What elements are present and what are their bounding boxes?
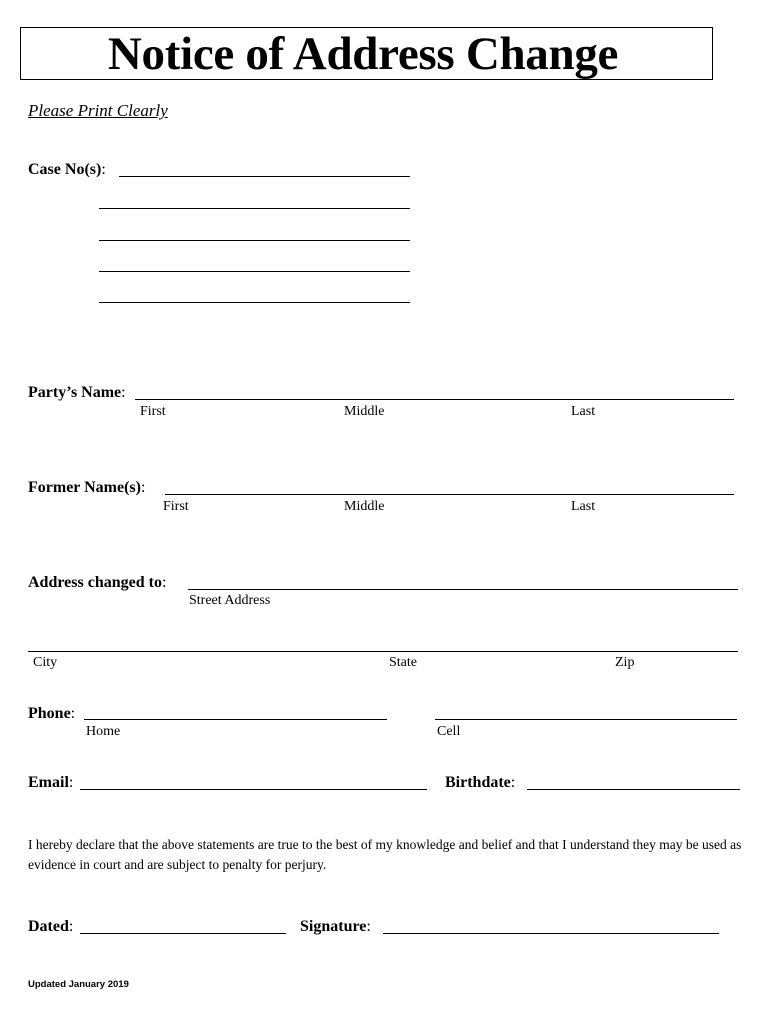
home-phone-field[interactable]	[84, 719, 387, 720]
former-middle-caption: Middle	[344, 499, 385, 514]
dated-field[interactable]	[80, 933, 286, 934]
street-address-field[interactable]	[188, 589, 738, 590]
print-instruction: Please Print Clearly	[28, 101, 168, 120]
phone-label: Phone:	[28, 705, 76, 722]
footer-updated-date: Updated January 2019	[28, 979, 129, 990]
party-first-caption: First	[140, 404, 166, 419]
party-name-field[interactable]	[135, 399, 734, 400]
street-address-caption: Street Address	[189, 593, 271, 608]
birthdate-label: Birthdate:	[445, 774, 516, 791]
party-middle-caption: Middle	[344, 404, 385, 419]
city-state-zip-field[interactable]	[28, 651, 738, 652]
declaration-text: I hereby declare that the above statements are true to the best of my knowledge and belief and that I understand they may be used as evidence in court and are subject to penalty for perjury.	[28, 837, 742, 872]
case-number-field-1[interactable]	[119, 176, 410, 177]
city-caption: City	[33, 655, 58, 670]
former-name-field[interactable]	[165, 494, 734, 495]
case-number-field-5[interactable]	[99, 302, 410, 303]
email-field[interactable]	[80, 789, 427, 790]
cell-phone-caption: Cell	[437, 724, 461, 739]
zip-caption: Zip	[615, 655, 635, 670]
birthdate-field[interactable]	[527, 789, 740, 790]
state-caption: State	[389, 655, 417, 670]
cell-phone-field[interactable]	[435, 719, 737, 720]
dated-label: Dated:	[28, 918, 74, 935]
home-phone-caption: Home	[86, 724, 121, 739]
case-number-field-3[interactable]	[99, 240, 410, 241]
former-name-label: Former Name(s):	[28, 479, 146, 496]
signature-label: Signature:	[300, 918, 371, 935]
former-first-caption: First	[163, 499, 189, 514]
case-number-field-4[interactable]	[99, 271, 410, 272]
party-last-caption: Last	[571, 404, 596, 419]
party-name-label: Party’s Name:	[28, 384, 126, 401]
former-last-caption: Last	[571, 499, 596, 514]
address-label: Address changed to:	[28, 574, 167, 591]
case-number-field-2[interactable]	[99, 208, 410, 209]
case-number-label: Case No(s):	[28, 161, 106, 178]
email-label: Email:	[28, 774, 74, 791]
page-title: Notice of Address Change	[107, 28, 619, 80]
signature-field[interactable]	[383, 933, 719, 934]
